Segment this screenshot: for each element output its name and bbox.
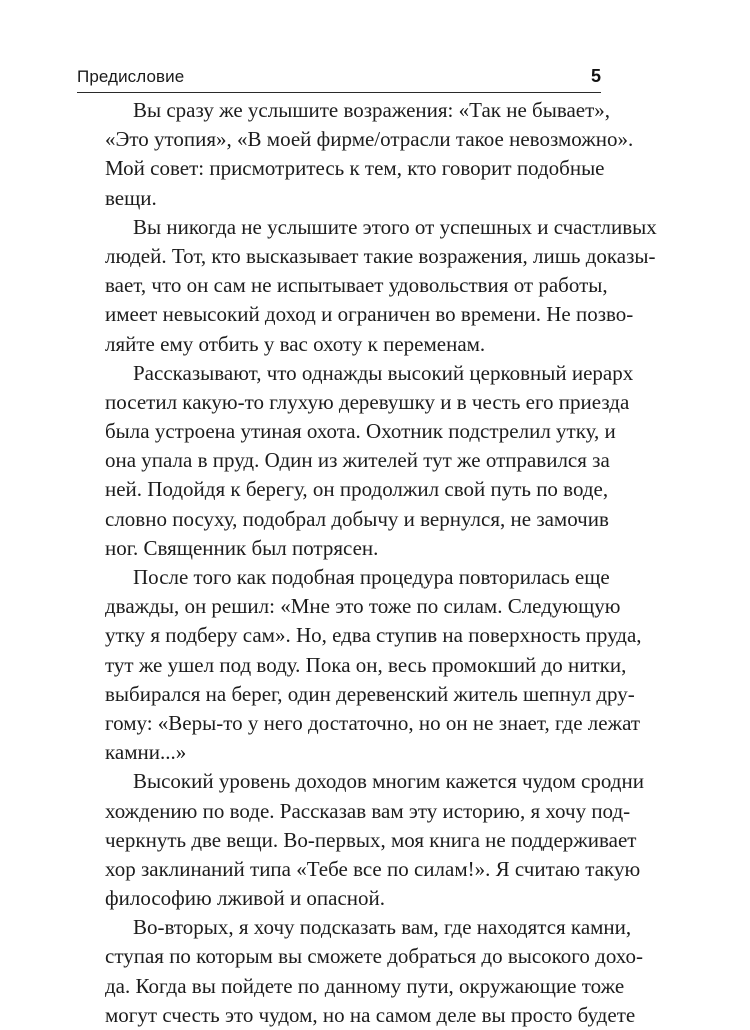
text-line: хождению по воде. Рассказав вам эту историю, я хочу под-: [105, 798, 631, 823]
paragraph-stones: [77, 913, 643, 1030]
text-line: После того как подобная процедура повторилась еще: [133, 565, 610, 589]
text-line: философию лживой и опасной.: [105, 886, 386, 911]
body-text: [77, 96, 657, 1030]
text-line: она упала в пруд. Один из жителей тут же отправился за: [105, 448, 610, 473]
paragraph-duck-hunt: [77, 359, 634, 563]
paragraph-objections: [77, 96, 634, 213]
text-line: Мой совет: присмотритесь к тем, кто говорит подобные: [105, 156, 605, 181]
text-line: могут счесть это чудом, но на самом деле вы просто будете: [105, 1002, 636, 1027]
text-line: ляйте ему отбить у вас охоту к переменам.: [105, 331, 486, 356]
text-line: ступая по которым вы сможете добраться до высокого дохо-: [105, 944, 643, 969]
text-line: Рассказывают, что однажды высокий церковный иерарх: [133, 360, 634, 385]
paragraph-priest-attempt: [77, 563, 642, 767]
text-line: словно посуху, подобрал добычу и вернулся, не замочив: [105, 506, 609, 531]
text-line: камни...»: [105, 740, 187, 765]
text-line: Во-вторых, я хочу подсказать вам, где находятся камни,: [133, 915, 632, 940]
text-line: посетил какую-то глухую деревушку и в честь его приезда: [105, 389, 630, 414]
text-line: утку я подберу сам». Но, едва ступив на поверхность пруда,: [105, 623, 642, 648]
page-number: 5: [590, 66, 601, 86]
text-line: вает, что он сам не испытывает удовольствия от работы,: [105, 273, 608, 298]
text-line: тут же ушел под воду. Пока он, весь промокший до нитки,: [105, 652, 627, 677]
text-line: Вы никогда не услышите этого от успешных и счастливых: [133, 214, 657, 239]
text-line: ней. Подойдя к берегу, он продолжил свой путь по воде,: [105, 477, 609, 502]
text-line: гому: «Веры-то у него достаточно, но он не знает, где лежат: [105, 710, 641, 735]
paragraph-successful-people: [77, 213, 657, 359]
text-line: дважды, он решил: «Мне это тоже по силам. Следующую: [105, 594, 621, 619]
text-line: вещи.: [105, 185, 157, 210]
text-line: «Это утопия», «В моей фирме/отрасли такое невозможно».: [105, 127, 634, 152]
text-line: выбирался на берег, один деревенский житель шепнул дру-: [105, 681, 635, 706]
text-line: ног. Священник был потрясен.: [105, 535, 379, 560]
paragraph-high-income: [77, 767, 644, 913]
text-line: хор заклинаний типа «Тебе все по силам!». Я считаю такую: [105, 856, 641, 881]
text-line: Вы сразу же услышите возражения: «Так не бывает»,: [133, 98, 611, 122]
text-line: людей. Тот, кто высказывает такие возражения, лишь доказы-: [105, 243, 656, 268]
text-line: Высокий уровень доходов многим кажется чудом сродни: [133, 769, 644, 794]
section-title: Предисловие: [77, 67, 185, 86]
text-line: да. Когда вы пойдете по данному пути, окружающие тоже: [105, 973, 625, 998]
text-line: имеет невысокий доход и ограничен во времени. Не позво-: [105, 302, 634, 327]
text-line: была устроена утиная охота. Охотник подстрелил утку, и: [105, 419, 616, 444]
text-line: черкнуть две вещи. Во-первых, моя книга не поддерживает: [105, 827, 637, 852]
running-head: [77, 66, 601, 93]
